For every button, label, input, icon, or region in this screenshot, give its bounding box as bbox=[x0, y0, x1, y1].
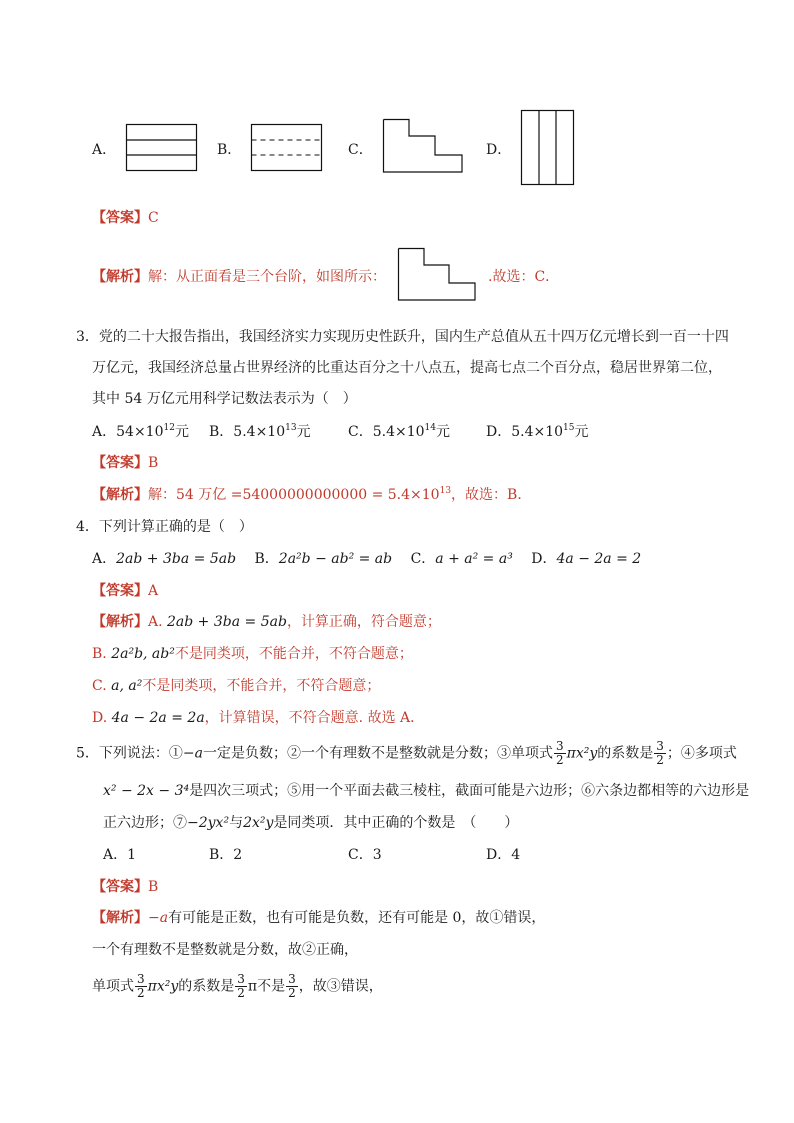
stem-text: 5．下列说法：① bbox=[76, 745, 183, 762]
fraction-denominator: 2 bbox=[288, 986, 296, 1000]
option-letter: C． bbox=[348, 424, 373, 440]
analysis-text: 单项式 bbox=[92, 978, 134, 995]
fraction bbox=[135, 973, 147, 1000]
q5-answer bbox=[92, 876, 158, 896]
q5-option-a bbox=[103, 844, 136, 864]
option-unit: 元 bbox=[296, 424, 311, 440]
option-value: 1 bbox=[127, 847, 137, 863]
answer-value: B bbox=[148, 455, 159, 471]
q3-option-d: D．$5.4\times 10^{15}$元 bbox=[486, 423, 589, 440]
stem-text: 与 bbox=[229, 815, 244, 831]
q2-answer bbox=[92, 207, 159, 227]
option-letter: A． bbox=[103, 847, 128, 863]
option-exponent: 14 bbox=[424, 423, 436, 433]
stem-text: 正六边形；⑦ bbox=[103, 815, 187, 831]
stem-expr: 2x²y bbox=[243, 815, 274, 831]
stem-expr: −a bbox=[182, 745, 203, 762]
q4-analysis-d bbox=[92, 707, 424, 727]
stem-text: 的系数是 bbox=[597, 745, 654, 762]
stem-text: ；④多项式 bbox=[666, 745, 737, 762]
q4-stem: 4．下列计算正确的是（ ） bbox=[76, 519, 253, 535]
option-value: 4 bbox=[511, 847, 521, 863]
analysis-label: 【解析】 bbox=[92, 910, 148, 926]
q4-analysis-c bbox=[92, 675, 380, 695]
q3-option-b: B．$5.4\times 10^{13}$元 bbox=[209, 423, 311, 440]
q5-analysis-line-2: 一个有理数不是整数就是分数，故②正确， bbox=[92, 942, 358, 958]
fraction bbox=[654, 740, 666, 767]
analysis-text: 有可能是正数，也有可能是负数，还有可能是 0，故①错误， bbox=[168, 910, 546, 926]
answer-label: 【答案】 bbox=[92, 879, 148, 895]
fraction-denominator: 2 bbox=[237, 986, 245, 1000]
staircase-icon bbox=[398, 248, 476, 302]
fraction bbox=[554, 740, 566, 767]
option-unit: 元 bbox=[174, 424, 189, 440]
option-letter: A． bbox=[92, 424, 117, 440]
option-expr: a + a² = a³ bbox=[435, 551, 513, 567]
analysis-expr: 4a − 2a = 2a bbox=[111, 710, 205, 726]
q5-option-b bbox=[209, 844, 242, 864]
stem-expr: −2yx² bbox=[187, 815, 230, 831]
option-letter: C． bbox=[410, 551, 436, 567]
answer-value: B bbox=[148, 879, 159, 895]
q4-answer bbox=[92, 580, 158, 600]
q4-options bbox=[92, 548, 641, 568]
analysis-text: 不是同类项，不能合并，不符合题意； bbox=[174, 646, 413, 662]
option-unit: 元 bbox=[435, 424, 450, 440]
q3-stem-line-2: 万亿元，我国经济总量占世界经济的比重达百分之十八点五，提高七点二个百分点，稳居世界第二位， bbox=[92, 360, 722, 376]
q5-stem-line-3 bbox=[103, 812, 518, 832]
option-mantissa: 5.4 bbox=[233, 424, 256, 440]
option-letter: C． bbox=[348, 847, 373, 863]
stem-text: 一定是负数；②一个有理数不是整数就是分数；③单项式 bbox=[203, 745, 553, 762]
analysis-label: 【解析】 bbox=[92, 487, 148, 503]
fraction-numerator: 3 bbox=[288, 972, 296, 986]
analysis-text: π不是 bbox=[247, 978, 286, 995]
analysis-expr: 2a²b, ab² bbox=[111, 646, 175, 662]
fraction bbox=[235, 973, 247, 1000]
option-letter: D． bbox=[531, 551, 557, 567]
analysis-lead: B. bbox=[92, 646, 107, 662]
q2-analysis bbox=[92, 266, 386, 286]
option-expr: 4a − 2a = 2 bbox=[556, 551, 642, 567]
analysis-expr: πx²y bbox=[147, 978, 179, 995]
analysis-conclusion: ，故选：B． bbox=[451, 487, 532, 503]
q2-option-a-letter: A． bbox=[92, 142, 117, 158]
three-vertical-strips-figure bbox=[521, 110, 575, 186]
q3-option-c: C．$5.4\times 10^{14}$元 bbox=[348, 423, 450, 440]
analysis-expr: 2ab + 3ba = 5ab bbox=[167, 614, 287, 630]
q5-stem-line-1 bbox=[76, 740, 737, 767]
q3-option-a: A．$54\times 10^{12}$元 bbox=[92, 423, 189, 440]
fraction-denominator: 2 bbox=[137, 986, 145, 1000]
fraction-denominator: 2 bbox=[656, 753, 664, 767]
q5-analysis-line-3 bbox=[92, 973, 383, 1000]
option-value: 2 bbox=[233, 847, 243, 863]
three-horizontal-strips-figure bbox=[126, 124, 198, 172]
analysis-text: 不是同类项，不能合并，不符合题意； bbox=[142, 678, 381, 694]
answer-value: A bbox=[148, 583, 159, 599]
option-letter: B． bbox=[209, 424, 234, 440]
q2-option-b-letter: B． bbox=[217, 142, 242, 158]
analysis-text: ，故③错误， bbox=[298, 978, 383, 995]
analysis-lead: D. bbox=[92, 710, 108, 726]
staircase-figure bbox=[383, 119, 463, 173]
q3-analysis bbox=[92, 484, 531, 504]
fraction bbox=[286, 973, 298, 1000]
analysis-lead: A. bbox=[148, 614, 163, 630]
analysis-text: ，计算错误，不符合题意. 故选 A． bbox=[204, 710, 425, 726]
analysis-expr: −a bbox=[148, 910, 169, 926]
analysis-expr: a, a² bbox=[111, 678, 143, 694]
option-mantissa: 54 bbox=[116, 424, 134, 440]
option-letter: D． bbox=[486, 847, 512, 863]
option-exponent: 12 bbox=[163, 423, 175, 433]
option-expr: 2ab + 3ba = 5ab bbox=[116, 551, 237, 567]
option-exponent: 15 bbox=[563, 423, 575, 433]
q2-analysis-suffix: .故选：C． bbox=[488, 269, 560, 285]
analysis-text: 解：从正面看是三个台阶，如图所示： bbox=[148, 269, 386, 285]
option-exponent: 13 bbox=[285, 423, 297, 433]
dashed-horizontal-strips-figure bbox=[251, 124, 323, 172]
fraction-numerator: 3 bbox=[137, 972, 145, 986]
analysis-text: ，计算正确，符合题意； bbox=[286, 614, 441, 630]
option-unit: 元 bbox=[574, 424, 589, 440]
answer-label: 【答案】 bbox=[92, 210, 148, 226]
q2-option-d-letter: D． bbox=[486, 142, 512, 158]
q5-analysis-line-1 bbox=[92, 907, 545, 927]
analysis-lead: C. bbox=[92, 678, 107, 694]
stem-expr: x² − 2x − 3⁴ bbox=[103, 783, 190, 799]
fraction-numerator: 3 bbox=[556, 739, 564, 753]
analysis-label: 【解析】 bbox=[92, 269, 148, 285]
q3-answer bbox=[92, 452, 158, 472]
fraction-numerator: 3 bbox=[237, 972, 245, 986]
stem-text: 是同类项．其中正确的个数是 （ ） bbox=[273, 815, 519, 831]
analysis-text: 解：54 万亿 =54000000000000 = 5.4×10 bbox=[148, 487, 440, 503]
q5-option-d bbox=[486, 844, 520, 864]
q5-stem-line-2 bbox=[103, 780, 749, 800]
q3-stem-line-3: 其中 54 万亿元用科学记数法表示为（ ） bbox=[92, 391, 357, 407]
option-value: 3 bbox=[372, 847, 382, 863]
answer-label: 【答案】 bbox=[92, 583, 148, 599]
analysis-text: 的系数是 bbox=[178, 978, 235, 995]
q2-option-c-letter: C． bbox=[348, 142, 373, 158]
q3-stem-line-1: 3．党的二十大报告指出，我国经济实力实现历史性跃升，国内生产总值从五十四万亿元增长到一百一十四 bbox=[76, 329, 729, 345]
option-mantissa: 5.4 bbox=[372, 424, 395, 440]
stem-text: 是四次三项式；⑤用一个平面去截三棱柱，截面可能是六边形；⑥六条边都相等的六边形是 bbox=[189, 783, 750, 799]
answer-value: C bbox=[148, 210, 159, 226]
option-mantissa: 5.4 bbox=[511, 424, 534, 440]
analysis-label: 【解析】 bbox=[92, 614, 148, 630]
option-letter: D． bbox=[486, 424, 512, 440]
option-expr: 2a²b − ab² = ab bbox=[278, 551, 393, 567]
answer-label: 【答案】 bbox=[92, 455, 148, 471]
stem-expr: πx²y bbox=[566, 745, 598, 762]
fraction-denominator: 2 bbox=[556, 753, 564, 767]
q4-analysis-a bbox=[92, 611, 441, 631]
analysis-exponent: 13 bbox=[439, 486, 452, 496]
option-letter: A． bbox=[92, 551, 117, 567]
q5-option-c bbox=[348, 844, 382, 864]
fraction-numerator: 3 bbox=[656, 739, 664, 753]
q4-analysis-b bbox=[92, 643, 413, 663]
option-letter: B． bbox=[209, 847, 234, 863]
option-letter: B． bbox=[254, 551, 279, 567]
